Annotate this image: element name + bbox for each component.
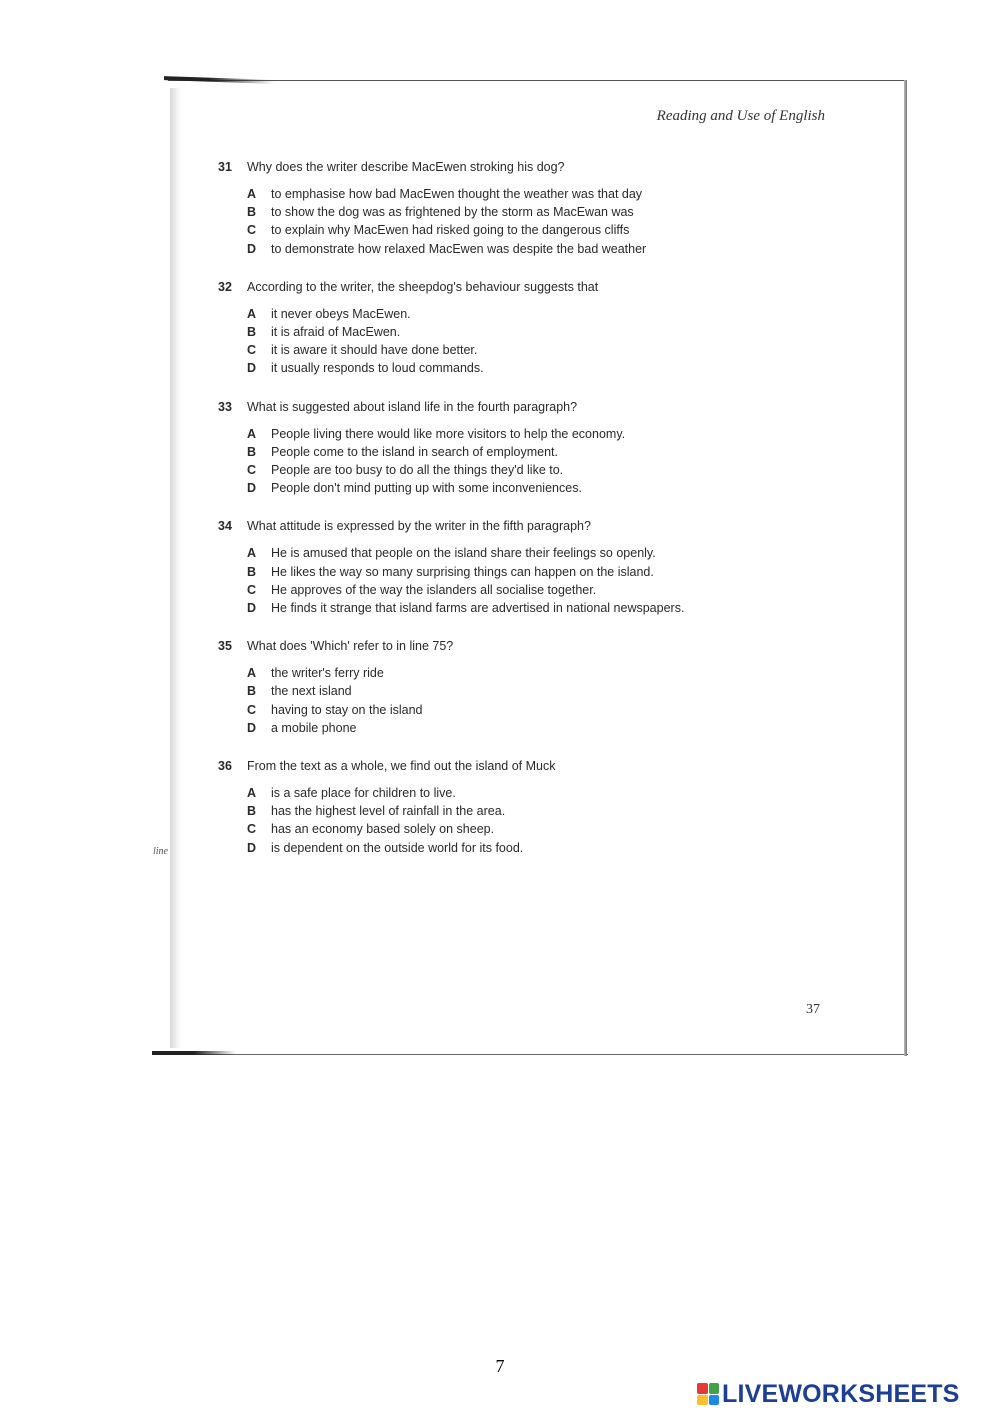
- option-text: to explain why MacEwen had risked going to the dangerous cliffs: [271, 223, 630, 238]
- question-36: [218, 757, 778, 857]
- question-stem: [218, 517, 778, 535]
- option-list: [247, 425, 778, 498]
- question-number: 36: [218, 759, 232, 774]
- question-text: Why does the writer describe MacEwen stroking his dog?: [247, 160, 565, 174]
- option-d[interactable]: [247, 240, 778, 258]
- question-stem: [218, 757, 778, 775]
- question-list: [218, 158, 778, 857]
- question-text: What does 'Which' refer to in line 75?: [247, 639, 454, 654]
- option-text: He likes the way so many surprising things can happen on the island.: [271, 564, 654, 579]
- brand-logo-square: [697, 1395, 708, 1406]
- option-b[interactable]: [247, 682, 778, 700]
- brand-logo-square: [697, 1383, 708, 1394]
- question-33: [218, 398, 778, 498]
- option-letter: B: [247, 325, 257, 340]
- option-b[interactable]: [247, 563, 778, 581]
- option-text: People are too busy to do all the things they'd like to.: [271, 463, 564, 478]
- option-letter: B: [247, 684, 257, 699]
- option-letter: C: [247, 463, 257, 478]
- option-b[interactable]: [247, 443, 778, 461]
- option-text: it is aware it should have done better.: [271, 343, 478, 358]
- option-list: [247, 305, 778, 378]
- option-text: He finds it strange that island farms are advertised in national newspapers.: [271, 601, 685, 616]
- option-letter: A: [247, 426, 257, 441]
- question-32: [218, 278, 778, 378]
- option-letter: A: [247, 306, 257, 321]
- option-letter: D: [247, 481, 257, 496]
- question-stem: [218, 637, 778, 655]
- question-34: [218, 517, 778, 617]
- question-text: What attitude is expressed by the writer in the fifth paragraph?: [247, 519, 591, 534]
- question-text: According to the writer, the sheepdog's behaviour suggests that: [247, 279, 599, 294]
- option-letter: B: [247, 564, 257, 579]
- scan-right-edge: [904, 80, 907, 1056]
- question-31: [218, 158, 778, 258]
- question-stem: [218, 398, 778, 416]
- option-text: He approves of the way the islanders all socialise together.: [271, 582, 597, 597]
- option-c[interactable]: [247, 701, 778, 719]
- option-letter: D: [247, 720, 257, 735]
- option-text: the next island: [271, 684, 352, 699]
- option-text: having to stay on the island: [271, 702, 423, 717]
- option-letter: A: [247, 666, 257, 681]
- option-text: has the highest level of rainfall in the area.: [271, 804, 506, 819]
- option-list: [247, 185, 778, 258]
- option-d[interactable]: [247, 839, 778, 857]
- question-number: 32: [218, 279, 232, 294]
- question-number: 35: [218, 639, 232, 654]
- option-text: People don't mind putting up with some inconveniences.: [271, 481, 582, 496]
- brand-logo-icon: [697, 1383, 719, 1405]
- option-letter: D: [247, 601, 257, 616]
- question-text: What is suggested about island life in the fourth paragraph?: [247, 399, 578, 414]
- question-number: 34: [218, 519, 232, 534]
- option-c[interactable]: [247, 581, 778, 599]
- option-d[interactable]: [247, 599, 778, 617]
- document-page-number: 7: [495, 1356, 505, 1376]
- option-c[interactable]: [247, 341, 778, 359]
- question-stem: [218, 158, 778, 176]
- brand-logo-square: [709, 1383, 720, 1394]
- scan-top-edge: [168, 80, 906, 81]
- option-d[interactable]: [247, 359, 778, 377]
- option-list: [247, 664, 778, 737]
- option-letter: B: [247, 444, 257, 459]
- option-text: to demonstrate how relaxed MacEwen was despite the bad weather: [271, 241, 647, 256]
- book-page-number: 37: [806, 1002, 820, 1017]
- option-list: [247, 544, 778, 617]
- scan-bottom-edge: [152, 1054, 908, 1055]
- option-a[interactable]: [247, 784, 778, 802]
- option-text: the writer's ferry ride: [271, 666, 384, 681]
- option-a[interactable]: [247, 425, 778, 443]
- option-letter: D: [247, 840, 257, 855]
- option-letter: C: [247, 223, 257, 238]
- option-b[interactable]: [247, 802, 778, 820]
- option-c[interactable]: [247, 221, 778, 239]
- question-text: From the text as a whole, we find out the island of Muck: [247, 759, 556, 774]
- option-text: it usually responds to loud commands.: [271, 361, 484, 376]
- option-letter: B: [247, 804, 257, 819]
- question-35: [218, 637, 778, 737]
- option-c[interactable]: [247, 461, 778, 479]
- option-text: a mobile phone: [271, 720, 357, 735]
- option-b[interactable]: [247, 323, 778, 341]
- option-text: to emphasise how bad MacEwen thought the weather was that day: [271, 187, 643, 201]
- option-text: He is amused that people on the island share their feelings so openly.: [271, 546, 656, 561]
- option-text: People living there would like more visitors to help the economy.: [271, 426, 626, 441]
- option-a[interactable]: [247, 664, 778, 682]
- section-header: Reading and Use of English: [656, 108, 825, 124]
- option-a[interactable]: [247, 185, 778, 203]
- option-letter: D: [247, 361, 257, 376]
- option-letter: C: [247, 582, 257, 597]
- option-text: is a safe place for children to live.: [271, 786, 456, 801]
- option-a[interactable]: [247, 544, 778, 562]
- scan-binding-shadow: [170, 88, 182, 1048]
- question-stem: [218, 278, 778, 296]
- option-text: has an economy based solely on sheep.: [271, 822, 495, 837]
- option-text: it never obeys MacEwen.: [271, 306, 411, 321]
- margin-note: line: [153, 846, 168, 857]
- option-letter: A: [247, 786, 257, 801]
- option-letter: C: [247, 822, 257, 837]
- question-number: 33: [218, 399, 232, 414]
- brand-watermark: [697, 1381, 960, 1407]
- option-text: People come to the island in search of employment.: [271, 444, 558, 459]
- option-list: [247, 784, 778, 857]
- option-c[interactable]: [247, 820, 778, 838]
- option-b[interactable]: [247, 203, 778, 221]
- option-d[interactable]: [247, 719, 778, 737]
- brand-logo-square: [709, 1395, 720, 1406]
- option-letter: C: [247, 702, 257, 717]
- question-number: 31: [218, 160, 232, 174]
- option-text: to show the dog was as frightened by the storm as MacEwan was: [271, 205, 634, 220]
- option-letter: C: [247, 343, 257, 358]
- option-letter: B: [247, 205, 257, 220]
- scan-bottom-mark: [152, 1051, 236, 1055]
- option-letter: A: [247, 187, 257, 201]
- option-letter: D: [247, 241, 257, 256]
- option-text: it is afraid of MacEwen.: [271, 325, 401, 340]
- brand-name: LIVEWORKSHEETS: [722, 1380, 960, 1408]
- option-d[interactable]: [247, 479, 778, 497]
- option-text: is dependent on the outside world for its food.: [271, 840, 524, 855]
- option-a[interactable]: [247, 305, 778, 323]
- option-letter: A: [247, 546, 257, 561]
